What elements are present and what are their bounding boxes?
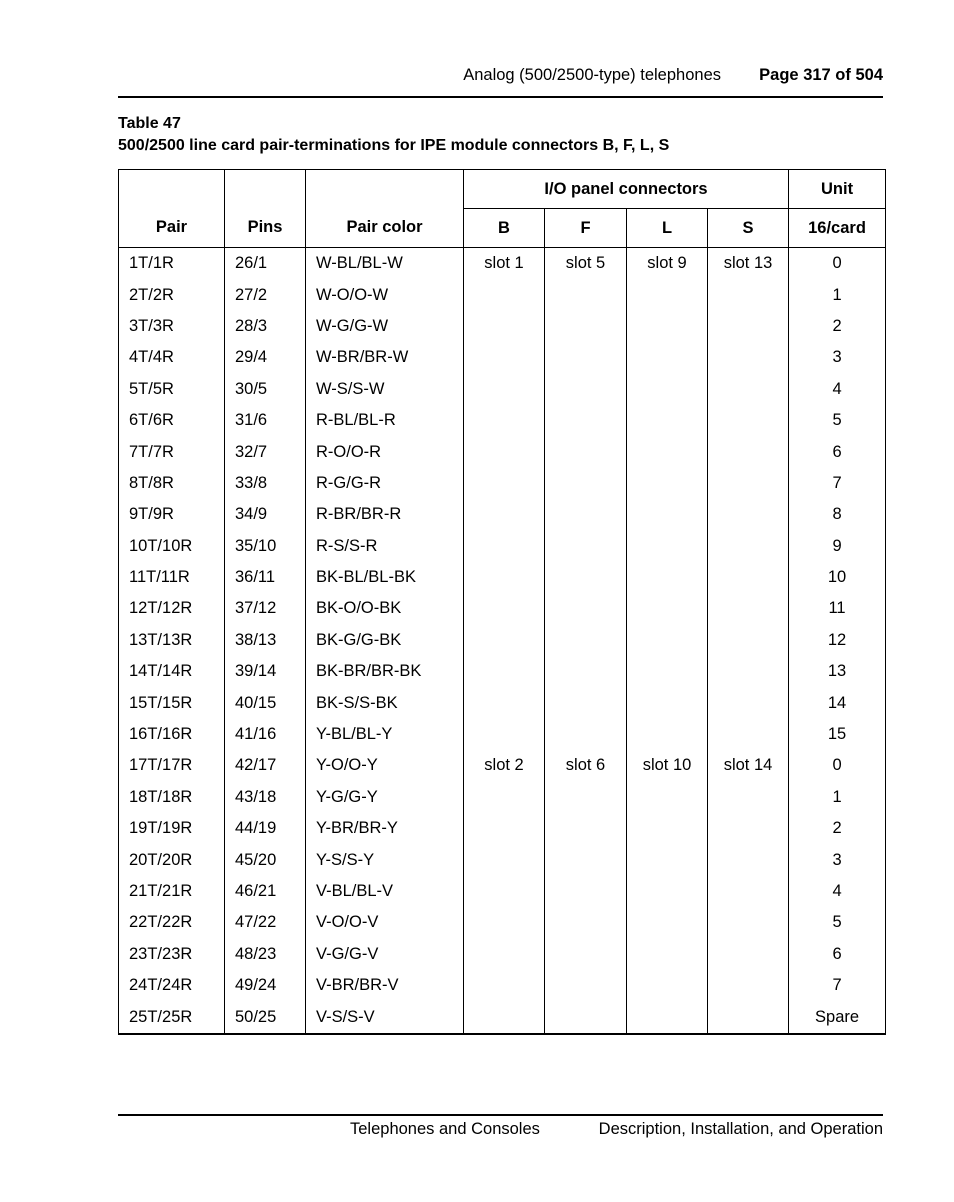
connector-b-cell bbox=[464, 625, 545, 656]
connector-l-cell bbox=[627, 1001, 708, 1033]
connector-l-cell bbox=[627, 593, 708, 624]
pair-cell: 19T/19R bbox=[119, 813, 225, 844]
table-row bbox=[119, 593, 886, 624]
pair-cell: 16T/16R bbox=[119, 719, 225, 750]
column-header-l: L bbox=[627, 209, 708, 248]
connector-l-cell: slot 9 bbox=[627, 248, 708, 280]
connector-f-cell bbox=[545, 436, 627, 467]
connector-l-cell bbox=[627, 405, 708, 436]
connector-l-cell bbox=[627, 907, 708, 938]
table-row bbox=[119, 405, 886, 436]
pair-cell: 13T/13R bbox=[119, 625, 225, 656]
unit-cell: 10 bbox=[789, 562, 886, 593]
pins-cell: 50/25 bbox=[225, 1001, 306, 1033]
connector-s-cell bbox=[708, 813, 789, 844]
unit-cell: 14 bbox=[789, 687, 886, 718]
connector-l-cell bbox=[627, 562, 708, 593]
table-row bbox=[119, 531, 886, 562]
pair-cell: 23T/23R bbox=[119, 939, 225, 970]
pins-cell: 31/6 bbox=[225, 405, 306, 436]
connector-b-cell bbox=[464, 531, 545, 562]
pair-color-cell: R-O/O-R bbox=[306, 436, 464, 467]
unit-cell: 13 bbox=[789, 656, 886, 687]
table-row bbox=[119, 844, 886, 875]
connector-f-cell bbox=[545, 687, 627, 718]
pair-cell: 11T/11R bbox=[119, 562, 225, 593]
unit-cell: 5 bbox=[789, 405, 886, 436]
header-title: Analog (500/2500-type) telephones bbox=[463, 66, 721, 84]
connector-b-cell bbox=[464, 876, 545, 907]
pair-color-cell: Y-BL/BL-Y bbox=[306, 719, 464, 750]
table-row bbox=[119, 907, 886, 938]
table-row bbox=[119, 499, 886, 530]
connector-s-cell: slot 13 bbox=[708, 248, 789, 280]
pins-cell: 36/11 bbox=[225, 562, 306, 593]
connector-l-cell bbox=[627, 499, 708, 530]
pair-cell: 2T/2R bbox=[119, 279, 225, 310]
table-row bbox=[119, 782, 886, 813]
connector-f-cell bbox=[545, 562, 627, 593]
pins-cell: 28/3 bbox=[225, 311, 306, 342]
pair-cell: 15T/15R bbox=[119, 687, 225, 718]
connector-b-cell: slot 2 bbox=[464, 750, 545, 781]
pins-cell: 49/24 bbox=[225, 970, 306, 1001]
pair-color-cell: BK-BR/BR-BK bbox=[306, 656, 464, 687]
connector-l-cell bbox=[627, 876, 708, 907]
table-row bbox=[119, 436, 886, 467]
connector-f-cell bbox=[545, 876, 627, 907]
pair-color-cell: V-S/S-V bbox=[306, 1001, 464, 1033]
pair-cell: 20T/20R bbox=[119, 844, 225, 875]
pins-cell: 33/8 bbox=[225, 468, 306, 499]
pair-color-cell: W-S/S-W bbox=[306, 374, 464, 405]
pins-cell: 35/10 bbox=[225, 531, 306, 562]
header-row-columns bbox=[119, 209, 886, 248]
header-blank bbox=[225, 170, 306, 209]
pins-cell: 38/13 bbox=[225, 625, 306, 656]
connector-l-cell bbox=[627, 279, 708, 310]
connector-f-cell bbox=[545, 939, 627, 970]
unit-header: Unit bbox=[789, 170, 886, 209]
pins-cell: 42/17 bbox=[225, 750, 306, 781]
pins-cell: 32/7 bbox=[225, 436, 306, 467]
pair-color-cell: V-BR/BR-V bbox=[306, 970, 464, 1001]
page-number: Page 317 of 504 bbox=[759, 66, 883, 84]
connector-l-cell bbox=[627, 468, 708, 499]
pair-color-cell: V-BL/BL-V bbox=[306, 876, 464, 907]
table-row bbox=[119, 719, 886, 750]
unit-cell: 3 bbox=[789, 844, 886, 875]
table-body bbox=[119, 248, 886, 1034]
column-header-pair-color: Pair color bbox=[306, 209, 464, 248]
connector-b-cell bbox=[464, 468, 545, 499]
pair-color-cell: V-O/O-V bbox=[306, 907, 464, 938]
unit-cell: 9 bbox=[789, 531, 886, 562]
connector-f-cell bbox=[545, 625, 627, 656]
io-panel-connectors-header: I/O panel connectors bbox=[464, 170, 789, 209]
connector-s-cell bbox=[708, 499, 789, 530]
pins-cell: 27/2 bbox=[225, 279, 306, 310]
pins-cell: 44/19 bbox=[225, 813, 306, 844]
pair-color-cell: W-BR/BR-W bbox=[306, 342, 464, 373]
connector-s-cell bbox=[708, 279, 789, 310]
connector-s-cell bbox=[708, 468, 789, 499]
pair-color-cell: R-BL/BL-R bbox=[306, 405, 464, 436]
connector-l-cell bbox=[627, 719, 708, 750]
table-row bbox=[119, 562, 886, 593]
connector-b-cell bbox=[464, 405, 545, 436]
table-row bbox=[119, 1001, 886, 1033]
pins-cell: 39/14 bbox=[225, 656, 306, 687]
connector-s-cell bbox=[708, 939, 789, 970]
unit-cell: 15 bbox=[789, 719, 886, 750]
table-row bbox=[119, 656, 886, 687]
pair-color-cell: W-G/G-W bbox=[306, 311, 464, 342]
pair-cell: 10T/10R bbox=[119, 531, 225, 562]
connector-b-cell: slot 1 bbox=[464, 248, 545, 280]
unit-cell: 1 bbox=[789, 782, 886, 813]
table-row bbox=[119, 687, 886, 718]
header-row-group bbox=[119, 170, 886, 209]
pair-color-cell: R-G/G-R bbox=[306, 468, 464, 499]
table-row bbox=[119, 279, 886, 310]
connector-s-cell bbox=[708, 719, 789, 750]
connector-s-cell bbox=[708, 625, 789, 656]
table-row bbox=[119, 248, 886, 280]
pair-color-cell: W-BL/BL-W bbox=[306, 248, 464, 280]
pair-color-cell: Y-BR/BR-Y bbox=[306, 813, 464, 844]
connector-b-cell bbox=[464, 311, 545, 342]
pins-cell: 40/15 bbox=[225, 687, 306, 718]
connector-l-cell bbox=[627, 311, 708, 342]
unit-cell: 12 bbox=[789, 625, 886, 656]
table-row bbox=[119, 374, 886, 405]
connector-f-cell bbox=[545, 656, 627, 687]
header-blank bbox=[306, 170, 464, 209]
column-header-f: F bbox=[545, 209, 627, 248]
connector-l-cell bbox=[627, 813, 708, 844]
connector-f-cell: slot 6 bbox=[545, 750, 627, 781]
table-row bbox=[119, 311, 886, 342]
connector-l-cell bbox=[627, 342, 708, 373]
connector-s-cell bbox=[708, 687, 789, 718]
connector-b-cell bbox=[464, 1001, 545, 1033]
connector-f-cell bbox=[545, 311, 627, 342]
table-row bbox=[119, 468, 886, 499]
connector-f-cell bbox=[545, 593, 627, 624]
pins-cell: 34/9 bbox=[225, 499, 306, 530]
unit-cell: Spare bbox=[789, 1001, 886, 1033]
column-header-s: S bbox=[708, 209, 789, 248]
connector-s-cell bbox=[708, 907, 789, 938]
connector-b-cell bbox=[464, 562, 545, 593]
unit-cell: 0 bbox=[789, 750, 886, 781]
pins-cell: 26/1 bbox=[225, 248, 306, 280]
pair-cell: 25T/25R bbox=[119, 1001, 225, 1033]
connector-f-cell bbox=[545, 499, 627, 530]
connector-b-cell bbox=[464, 593, 545, 624]
pair-color-cell: Y-G/G-Y bbox=[306, 782, 464, 813]
pins-cell: 46/21 bbox=[225, 876, 306, 907]
table-row bbox=[119, 813, 886, 844]
table-row bbox=[119, 342, 886, 373]
pair-cell: 5T/5R bbox=[119, 374, 225, 405]
unit-cell: 11 bbox=[789, 593, 886, 624]
connector-s-cell bbox=[708, 782, 789, 813]
connector-b-cell bbox=[464, 436, 545, 467]
connector-s-cell bbox=[708, 531, 789, 562]
unit-cell: 0 bbox=[789, 248, 886, 280]
connector-l-cell bbox=[627, 939, 708, 970]
pair-cell: 24T/24R bbox=[119, 970, 225, 1001]
connector-b-cell bbox=[464, 907, 545, 938]
connector-b-cell bbox=[464, 656, 545, 687]
pair-cell: 18T/18R bbox=[119, 782, 225, 813]
column-header-pair: Pair bbox=[119, 209, 225, 248]
footer-doc-subtitle: Description, Installation, and Operation bbox=[598, 1120, 883, 1138]
pair-cell: 6T/6R bbox=[119, 405, 225, 436]
connector-s-cell bbox=[708, 562, 789, 593]
unit-cell: 3 bbox=[789, 342, 886, 373]
table-row bbox=[119, 939, 886, 970]
pair-cell: 17T/17R bbox=[119, 750, 225, 781]
footer-doc-title: Telephones and Consoles bbox=[350, 1120, 540, 1138]
connector-f-cell bbox=[545, 405, 627, 436]
connector-s-cell bbox=[708, 970, 789, 1001]
connector-s-cell bbox=[708, 311, 789, 342]
pair-color-cell: BK-O/O-BK bbox=[306, 593, 464, 624]
pair-color-cell: R-S/S-R bbox=[306, 531, 464, 562]
connector-f-cell bbox=[545, 844, 627, 875]
connector-f-cell bbox=[545, 813, 627, 844]
connector-s-cell bbox=[708, 1001, 789, 1033]
page-header bbox=[118, 60, 883, 98]
connector-l-cell bbox=[627, 374, 708, 405]
connector-l-cell bbox=[627, 970, 708, 1001]
pair-color-cell: V-G/G-V bbox=[306, 939, 464, 970]
connector-s-cell bbox=[708, 374, 789, 405]
connector-f-cell bbox=[545, 907, 627, 938]
connector-f-cell bbox=[545, 342, 627, 373]
pins-cell: 45/20 bbox=[225, 844, 306, 875]
connector-l-cell bbox=[627, 531, 708, 562]
column-header-b: B bbox=[464, 209, 545, 248]
table-row bbox=[119, 625, 886, 656]
connector-f-cell bbox=[545, 719, 627, 750]
connector-l-cell bbox=[627, 844, 708, 875]
connector-s-cell bbox=[708, 342, 789, 373]
connector-f-cell bbox=[545, 531, 627, 562]
connector-b-cell bbox=[464, 279, 545, 310]
table-title: 500/2500 line card pair-terminations for IPE module connectors B, F, L, S bbox=[118, 137, 670, 154]
connector-f-cell bbox=[545, 970, 627, 1001]
unit-cell: 7 bbox=[789, 970, 886, 1001]
connector-f-cell bbox=[545, 1001, 627, 1033]
connector-f-cell bbox=[545, 374, 627, 405]
unit-cell: 7 bbox=[789, 468, 886, 499]
unit-cell: 6 bbox=[789, 939, 886, 970]
connector-s-cell bbox=[708, 405, 789, 436]
table-label: Table 47 bbox=[118, 115, 181, 132]
unit-cell: 5 bbox=[789, 907, 886, 938]
unit-cell: 8 bbox=[789, 499, 886, 530]
connector-b-cell bbox=[464, 844, 545, 875]
connector-s-cell bbox=[708, 844, 789, 875]
pair-color-cell: R-BR/BR-R bbox=[306, 499, 464, 530]
pair-color-cell: BK-BL/BL-BK bbox=[306, 562, 464, 593]
table-row bbox=[119, 750, 886, 781]
page-footer bbox=[118, 1114, 883, 1138]
connector-f-cell bbox=[545, 468, 627, 499]
pins-cell: 47/22 bbox=[225, 907, 306, 938]
connector-f-cell: slot 5 bbox=[545, 248, 627, 280]
connector-l-cell bbox=[627, 687, 708, 718]
unit-cell: 1 bbox=[789, 279, 886, 310]
table-caption bbox=[118, 113, 883, 157]
pins-cell: 30/5 bbox=[225, 374, 306, 405]
header-blank bbox=[119, 170, 225, 209]
pair-termination-table bbox=[118, 169, 886, 1035]
pins-cell: 37/12 bbox=[225, 593, 306, 624]
connector-s-cell bbox=[708, 436, 789, 467]
connector-s-cell bbox=[708, 593, 789, 624]
pair-cell: 12T/12R bbox=[119, 593, 225, 624]
pair-cell: 9T/9R bbox=[119, 499, 225, 530]
pair-cell: 22T/22R bbox=[119, 907, 225, 938]
connector-b-cell bbox=[464, 970, 545, 1001]
connector-b-cell bbox=[464, 499, 545, 530]
pins-cell: 41/16 bbox=[225, 719, 306, 750]
pair-cell: 4T/4R bbox=[119, 342, 225, 373]
connector-b-cell bbox=[464, 939, 545, 970]
table-row bbox=[119, 876, 886, 907]
pair-color-cell: Y-O/O-Y bbox=[306, 750, 464, 781]
connector-l-cell bbox=[627, 782, 708, 813]
pins-cell: 29/4 bbox=[225, 342, 306, 373]
connector-b-cell bbox=[464, 687, 545, 718]
table-row bbox=[119, 970, 886, 1001]
connector-b-cell bbox=[464, 342, 545, 373]
connector-b-cell bbox=[464, 374, 545, 405]
connector-b-cell bbox=[464, 719, 545, 750]
unit-cell: 6 bbox=[789, 436, 886, 467]
unit-cell: 2 bbox=[789, 813, 886, 844]
connector-s-cell: slot 14 bbox=[708, 750, 789, 781]
pair-cell: 3T/3R bbox=[119, 311, 225, 342]
pair-color-cell: W-O/O-W bbox=[306, 279, 464, 310]
connector-l-cell: slot 10 bbox=[627, 750, 708, 781]
unit-cell: 4 bbox=[789, 876, 886, 907]
pair-cell: 1T/1R bbox=[119, 248, 225, 280]
column-header-pins: Pins bbox=[225, 209, 306, 248]
connector-f-cell bbox=[545, 782, 627, 813]
connector-l-cell bbox=[627, 625, 708, 656]
connector-s-cell bbox=[708, 656, 789, 687]
pins-cell: 43/18 bbox=[225, 782, 306, 813]
connector-f-cell bbox=[545, 279, 627, 310]
connector-b-cell bbox=[464, 782, 545, 813]
unit-cell: 4 bbox=[789, 374, 886, 405]
pair-color-cell: BK-G/G-BK bbox=[306, 625, 464, 656]
pair-cell: 8T/8R bbox=[119, 468, 225, 499]
connector-b-cell bbox=[464, 813, 545, 844]
pair-cell: 7T/7R bbox=[119, 436, 225, 467]
connector-s-cell bbox=[708, 876, 789, 907]
connector-l-cell bbox=[627, 436, 708, 467]
pair-cell: 21T/21R bbox=[119, 876, 225, 907]
connector-l-cell bbox=[627, 656, 708, 687]
column-header-16-card: 16/card bbox=[789, 209, 886, 248]
pins-cell: 48/23 bbox=[225, 939, 306, 970]
pair-color-cell: BK-S/S-BK bbox=[306, 687, 464, 718]
pair-cell: 14T/14R bbox=[119, 656, 225, 687]
unit-cell: 2 bbox=[789, 311, 886, 342]
pair-color-cell: Y-S/S-Y bbox=[306, 844, 464, 875]
